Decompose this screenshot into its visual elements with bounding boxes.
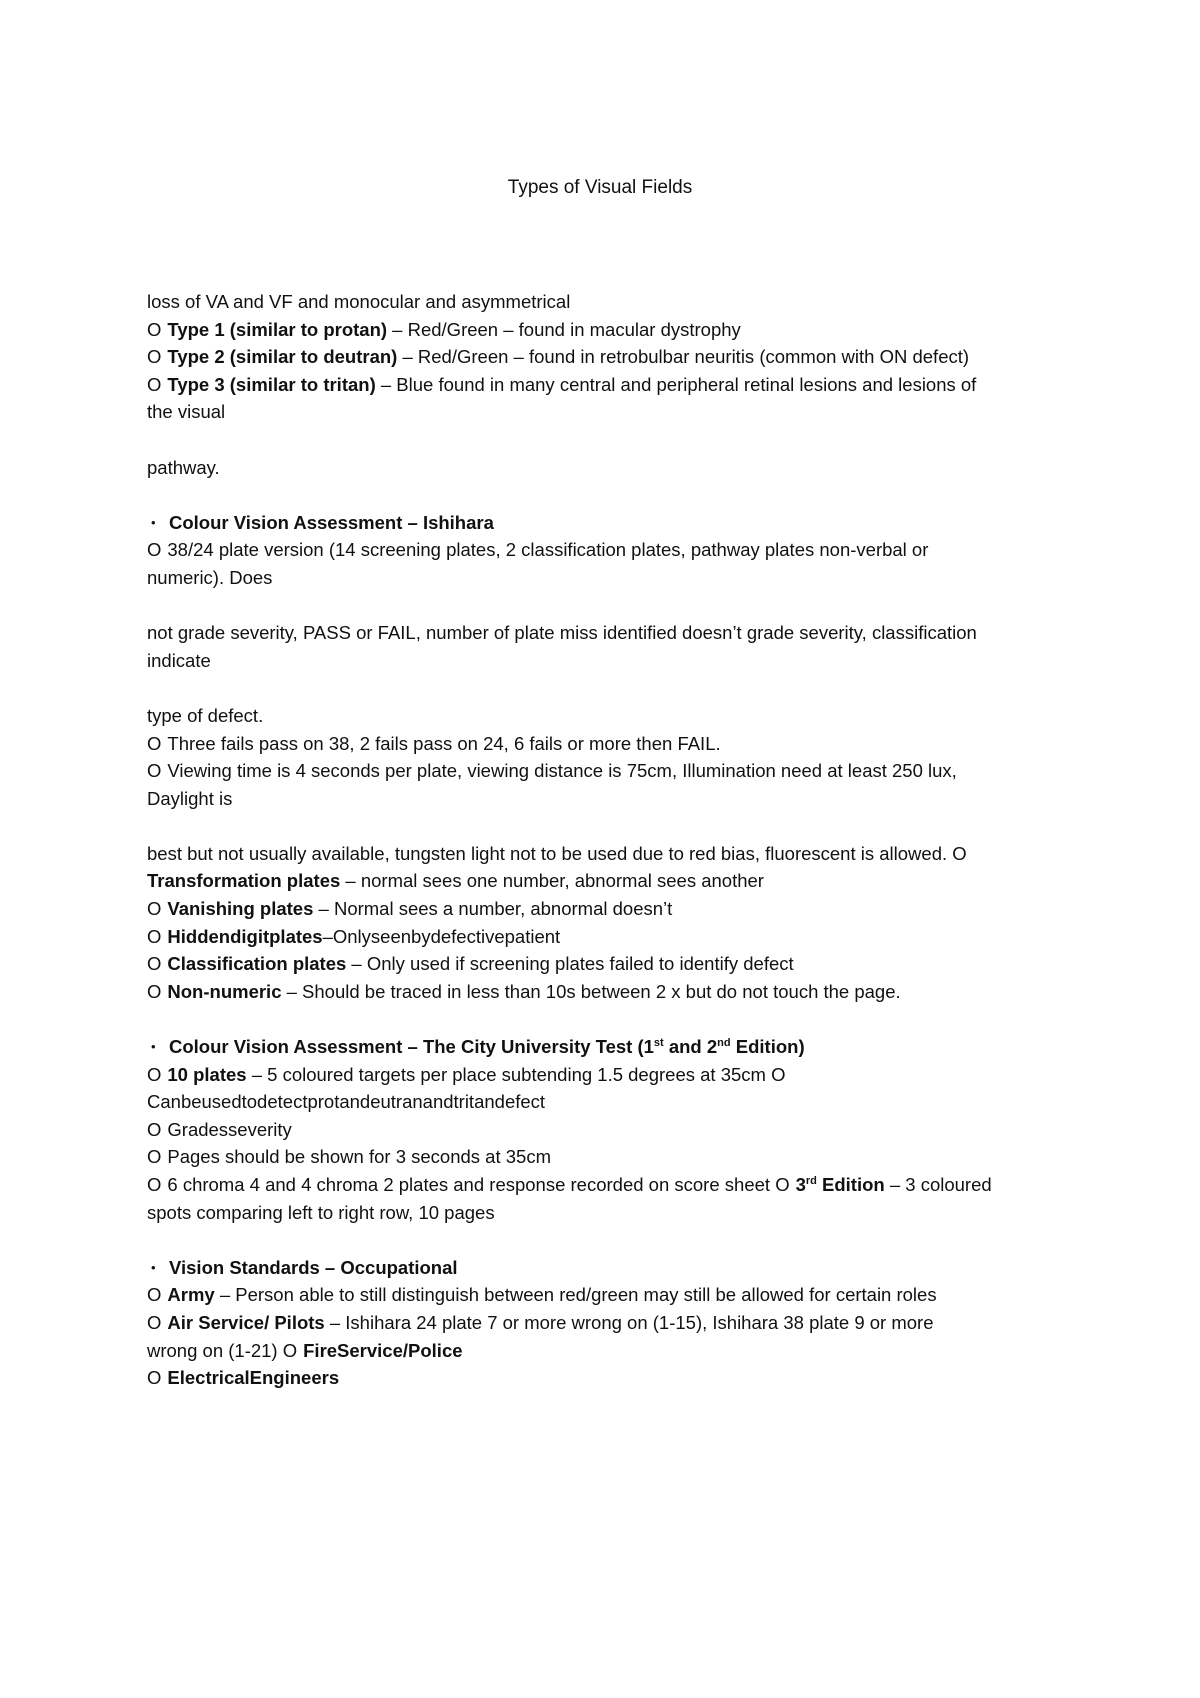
document-body [147, 288, 1077, 1392]
section-heading-vision-standards: • Vision Standards – Occupational [147, 1254, 1077, 1282]
circle-bullet-icon: O [147, 980, 162, 1002]
circle-bullet-icon: O [147, 1367, 162, 1389]
circle-bullet-icon: O [147, 539, 162, 561]
section-heading-ishihara: • Colour Vision Assessment – Ishihara [147, 509, 1077, 537]
city-detect-line: Canbeusedtodetectprotandeutranandtritandefect [147, 1091, 546, 1113]
pathway-line: pathway. [147, 456, 220, 478]
ishihara-version-line: O 38/24 plate version (14 screening plates, 2 classification plates, pathway plates non-verbal or [147, 539, 929, 561]
plate-type-vanishing: O Vanishing plates – Normal sees a number, abnormal doesn’t [147, 898, 673, 920]
intro-line: loss of VA and VF and monocular and asymmetrical [147, 291, 571, 312]
circle-bullet-icon: O [147, 760, 162, 782]
section-heading-city-university: • Colour Vision Assessment – The City University Test (1st and 2nd Edition) [147, 1033, 1077, 1061]
page-title: Types of Visual Fields [507, 177, 693, 198]
list-item-type-2: O Type 2 (similar to deutran) – Red/Green – found in retrobulbar neuritis (common with ON defect) [147, 346, 970, 368]
circle-bullet-icon: O [147, 318, 162, 340]
circle-bullet-icon: O [771, 1063, 786, 1085]
ishihara-grade-continuation: indicate [147, 649, 211, 671]
list-item-type-3: O Type 3 (similar to tritan) – Blue found in many central and peripheral retinal lesions and lesions of [147, 373, 977, 395]
circle-bullet-icon: O [147, 1311, 162, 1333]
standards-wrong-on-line: wrong on (1-21) O FireService/Police [147, 1339, 463, 1361]
circle-bullet-icon: O [147, 925, 162, 947]
city-grades-line: O Gradesseverity [147, 1118, 292, 1140]
city-chroma-line: O 6 chroma 4 and 4 chroma 2 plates and response recorded on score sheet O 3rd Edition – 3 coloured [147, 1174, 992, 1195]
circle-bullet-icon: O [952, 842, 967, 864]
ishihara-type-of-defect: type of defect. [147, 704, 264, 726]
circle-bullet-icon: O [282, 1339, 298, 1361]
circle-bullet-icon: O [147, 1118, 162, 1140]
plate-type-classification: O Classification plates – Only used if screening plates failed to identify defect [147, 953, 794, 975]
circle-bullet-icon: O [147, 1174, 162, 1195]
type-3-continuation: the visual [147, 401, 226, 423]
ishihara-version-continuation: numeric). Does [147, 566, 273, 588]
ishihara-viewing-line: O Viewing time is 4 seconds per plate, viewing distance is 75cm, Illumination need at least 250 lux, [147, 760, 957, 782]
bullet-icon: • [151, 514, 156, 530]
ishihara-fails-line: O Three fails pass on 38, 2 fails pass on 24, 6 fails or more then FAIL. [147, 732, 721, 754]
circle-bullet-icon: O [147, 346, 162, 368]
circle-bullet-icon: O [775, 1174, 790, 1195]
standards-electrical-line: O ElectricalEngineers [147, 1367, 340, 1389]
city-plates-line: O 10 plates – 5 coloured targets per place subtending 1.5 degrees at 35cm O [147, 1063, 786, 1085]
city-pages-line: O Pages should be shown for 3 seconds at 35cm [147, 1146, 551, 1168]
circle-bullet-icon: O [147, 373, 162, 395]
circle-bullet-icon: O [147, 953, 162, 975]
ishihara-grade-line: not grade severity, PASS or FAIL, number of plate miss identified doesn’t grade severity, classification [147, 622, 977, 644]
circle-bullet-icon: O [147, 732, 162, 754]
circle-bullet-icon: O [147, 1284, 162, 1306]
city-spots-line: spots comparing left to right row, 10 pages [147, 1201, 495, 1223]
plate-type-hidden-digit: O Hiddendigitplates–Onlyseenbydefectivepatient [147, 925, 561, 947]
standards-army-line: O Army – Person able to still distinguish between red/green may still be allowed for certain roles [147, 1284, 937, 1306]
bullet-icon: • [151, 1039, 156, 1055]
plate-type-transformation: Transformation plates – normal sees one number, abnormal sees another [147, 870, 764, 892]
circle-bullet-icon: O [147, 1063, 162, 1085]
circle-bullet-icon: O [147, 1146, 162, 1168]
ishihara-viewing-continuation: Daylight is [147, 787, 233, 809]
standards-air-line: O Air Service/ Pilots – Ishihara 24 plate 7 or more wrong on (1-15), Ishihara 38 plate 9 or more [147, 1311, 934, 1333]
list-item-type-1: O Type 1 (similar to protan) – Red/Green – found in macular dystrophy [147, 318, 741, 340]
ishihara-best-line: best but not usually available, tungsten light not to be used due to red bias, fluorescent is allowed. O [147, 842, 967, 864]
bullet-icon: • [151, 1259, 156, 1275]
plate-type-non-numeric: O Non-numeric – Should be traced in less than 10s between 2 x but do not touch the page. [147, 980, 901, 1002]
circle-bullet-icon: O [147, 898, 162, 920]
